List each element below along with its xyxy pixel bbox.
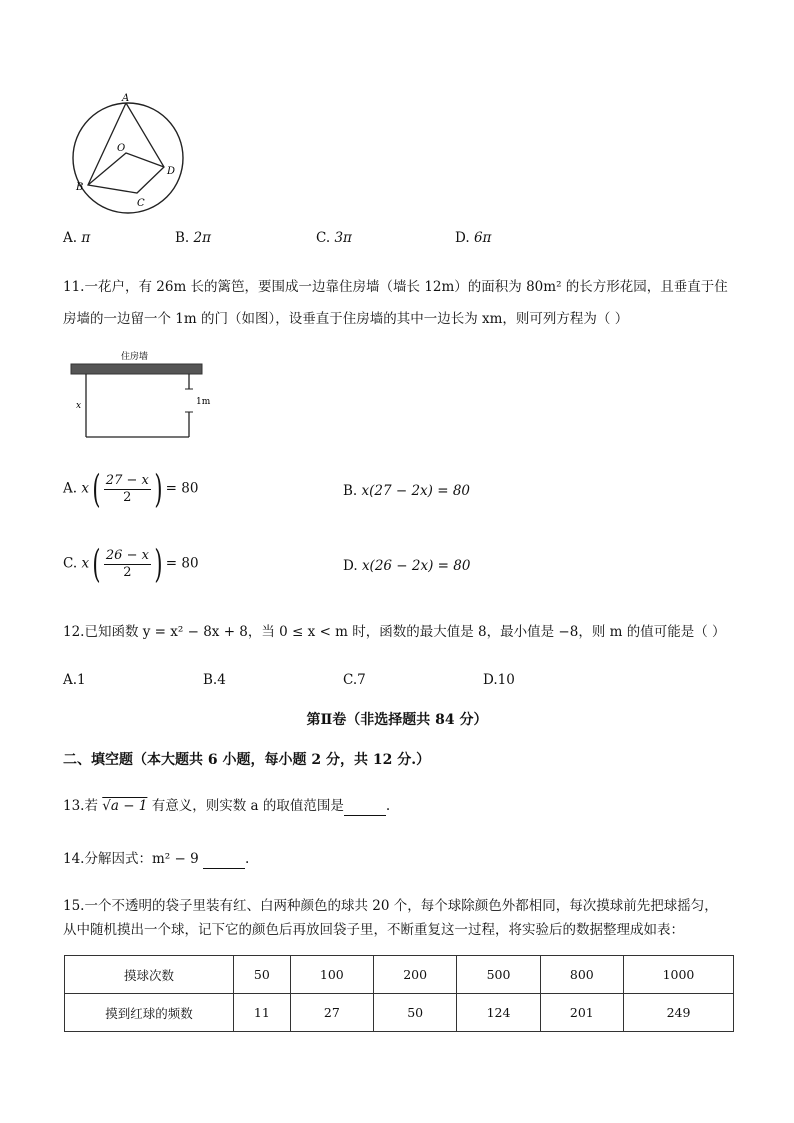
section-2-title: 第Ⅱ卷（非选择题共 84 分） xyxy=(306,712,488,728)
q13-text: 13.若 √a − 1 有意义，则实数 a 的取值范围是 . xyxy=(63,798,391,814)
table-cell: 124 xyxy=(457,994,540,1032)
table-cell: 50 xyxy=(234,956,291,994)
q12-text: 12.已知函数 y = x² − 8x + 8，当 0 ≤ x < m 时，函数的最大值是 8，最小值是 −8，则 m 的值可能是（ ） xyxy=(63,624,726,640)
q14-text: 14.分解因式：m² − 9 . xyxy=(63,851,250,867)
q11-line-1: 11.一花户，有 26m 长的篱笆，要围成一边靠住房墙（墙长 12m）的面积为 80m² 的长方形花园，且垂直于住 xyxy=(63,279,728,295)
garden-figure xyxy=(66,344,216,444)
table-cell: 50 xyxy=(374,994,457,1032)
q10-option-c: C. 3π xyxy=(316,230,352,246)
q11-option-c: C. x( $\frac{26 - x}{2}$ ) = 80 xyxy=(63,542,199,586)
table-cell: 201 xyxy=(540,994,623,1032)
q12-option-d: D.10 xyxy=(483,672,515,688)
q12-option-b: B.4 xyxy=(203,672,226,688)
label-c: C xyxy=(137,198,145,209)
q15-line-2: 从中随机摸出一个球，记下它的颜色后再放回袋子里，不断重复这一过程，将实验后的数据整理成如表： xyxy=(63,922,684,938)
table-cell: 800 xyxy=(540,956,623,994)
q15-line-1: 15.一个不透明的袋子里装有红、白两种颜色的球共 20 个，每个球除颜色外都相同，每次摸球前先把球摇匀， xyxy=(63,898,718,914)
q11-line-2: 房墙的一边留一个 1m 的门（如图），设垂直于住房墙的其中一边长为 xm，则可列方程为（ ） xyxy=(63,311,629,327)
table-cell: 11 xyxy=(234,994,291,1032)
label-d: D xyxy=(167,166,176,177)
q10-option-d: D. 6π xyxy=(455,230,492,246)
table-row xyxy=(65,956,734,994)
q10-option-b: B. 2π xyxy=(175,230,211,246)
side-label: x xyxy=(76,401,82,411)
table-cell: 1000 xyxy=(623,956,733,994)
q12-option-c: C.7 xyxy=(343,672,366,688)
label-b: B xyxy=(76,182,84,193)
door-label: 1m xyxy=(196,397,211,407)
table-cell: 27 xyxy=(290,994,373,1032)
q11-option-a: A. x( $\frac{27 - x}{2}$ ) = 80 xyxy=(63,467,199,511)
q13-answer-blank[interactable] xyxy=(344,801,386,816)
table-cell: 摸到红球的频数 xyxy=(65,994,234,1032)
frequency-table xyxy=(64,955,734,1032)
q11-option-b: B. x(27 − 2x) = 80 xyxy=(343,483,471,499)
q10-option-a: A. π xyxy=(63,230,91,246)
q12-option-a: A.1 xyxy=(63,672,86,688)
table-cell: 摸球次数 xyxy=(65,956,234,994)
table-cell: 249 xyxy=(623,994,733,1032)
label-a: A xyxy=(122,93,130,104)
table-row xyxy=(65,994,734,1032)
q14-answer-blank[interactable] xyxy=(203,854,245,869)
section-2-subtitle: 二、填空题（本大题共 6 小题，每小题 2 分，共 12 分.） xyxy=(63,752,431,768)
table-cell: 200 xyxy=(374,956,457,994)
circle-figure xyxy=(62,88,192,214)
label-o: O xyxy=(117,143,126,154)
table-cell: 500 xyxy=(457,956,540,994)
q11-option-d: D. x(26 − 2x) = 80 xyxy=(343,558,471,574)
table-cell: 100 xyxy=(290,956,373,994)
wall-label: 住房墙 xyxy=(121,352,149,362)
